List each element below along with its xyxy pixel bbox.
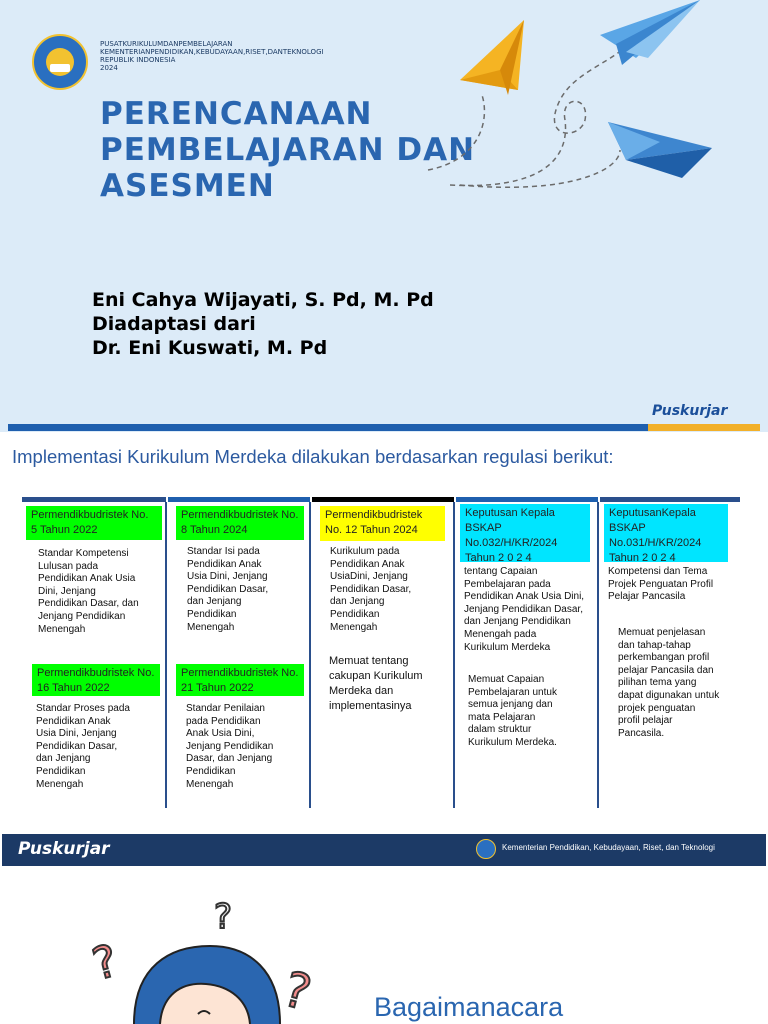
regulation-description: Standar Proses pada Pendidikan Anak Usia Dini, Jenjang Pendidikan Dasar, dan Jenjang Pendidikan Menengah <box>36 703 130 790</box>
bottom-bar-orange <box>648 424 760 431</box>
regulation-label: Permendikbudristek No. 21 Tahun 2022 <box>176 664 304 696</box>
regulation-label: Permendikbudristek No. 5 Tahun 2022 <box>26 506 162 540</box>
regulation-summary: Memuat tentang cakupan Kurikulum Merdeka dan implementasinya <box>329 655 423 712</box>
column-top-line <box>22 497 166 502</box>
puskurjar-logo: Puskurjar <box>652 403 728 419</box>
regulation-description: tentang Capaian Pembelajaran pada Pendidikan Anak Usia Dini, Jenjang Pendidikan Dasar, dan Jenjang Pendidikan Menengah pada Kurikulum Merdeka <box>464 566 585 653</box>
title-line: ASESMEN <box>100 168 275 204</box>
slide-heading: Bagaimanacara <box>374 992 564 1022</box>
ministry-name: Kementerian Pendidikan, Kebudayaan, Riset, dan Teknologi <box>502 843 715 852</box>
title-slide <box>0 0 768 432</box>
paper-planes-illustration <box>420 0 768 200</box>
regulation-label: KeputusanKepala BSKAP No.031/H/KR/2024 Tahun 2 0 2 4 <box>604 504 728 562</box>
puskurjar-logo: Puskurjar <box>18 839 110 859</box>
org-line: REPUBLIK INDONESIA <box>100 56 176 64</box>
confused-person-illustration <box>80 896 350 1024</box>
head-icon <box>134 946 280 1024</box>
tut-wuri-handayani-logo <box>476 839 496 859</box>
slide-title <box>100 96 475 204</box>
column-divider <box>309 502 311 808</box>
org-line: KEMENTERIANPENDIDIKAN,KEBUDAYAAN,RISET,DANTEKNOLOGI <box>100 48 324 56</box>
regulation-summary: Memuat Capaian Pembelajaran untuk semua jenjang dan mata Pelajaran dalam struktur Kurikulum Merdeka. <box>468 674 557 748</box>
author-line: Diadaptasi dari <box>92 313 256 335</box>
question-mark-icon <box>278 961 317 1022</box>
slide-heading: Implementasi Kurikulum Merdeka dilakukan berdasarkan regulasi berikut: <box>12 446 614 467</box>
bottom-bar-blue <box>8 424 648 431</box>
organization-header <box>100 40 324 72</box>
org-line: 2024 <box>100 64 118 72</box>
regulation-label: Permendikbudristek No. 12 Tahun 2024 <box>320 506 445 541</box>
regulation-label: Permendikbudristek No. 8 Tahun 2024 <box>176 506 304 540</box>
regulation-description: Kurikulum pada Pendidikan Anak UsiaDini, Jenjang Pendidikan Dasar, dan Jenjang Pendidikan Menengah <box>330 546 412 633</box>
regulation-description: Standar Isi pada Pendidikan Anak Usia Dini, Jenjang Pendidikan Dasar, dan Jenjang Pendidikan Menengah <box>187 546 269 633</box>
svg-text:?: ? <box>277 961 317 1022</box>
regulation-label: Permendikbudristek No. 16 Tahun 2022 <box>32 664 160 696</box>
regulation-description: Kompetensi dan Tema Projek Penguatan Profil Pelajar Pancasila <box>608 566 714 603</box>
tut-wuri-handayani-logo <box>32 34 88 90</box>
author-line: Dr. Eni Kuswati, M. Pd <box>92 337 328 359</box>
title-line: PERENCANAAN <box>100 96 373 132</box>
regulation-label: Keputusan Kepala BSKAP No.032/H/KR/2024 Tahun 2 0 2 4 <box>460 504 590 562</box>
column-top-line <box>600 497 740 502</box>
svg-text:?: ? <box>214 897 233 937</box>
org-line: PUSATKURIKULUMDANPEMBELAJARAN <box>100 40 233 48</box>
title-line: PEMBELAJARAN DAN <box>100 132 476 168</box>
yellow-paper-plane-icon <box>460 20 524 95</box>
column-top-line <box>168 497 310 502</box>
column-top-line <box>312 497 454 502</box>
author-block <box>92 288 434 360</box>
column-divider <box>165 502 167 808</box>
column-top-line <box>456 497 598 502</box>
column-divider <box>453 502 455 808</box>
regulations-slide <box>0 436 768 866</box>
question-slide <box>0 866 768 1024</box>
regulation-summary: Memuat penjelasan dan tahap-tahap perkembangan profil pelajar Pancasila dan pilihan tema yang dapat digunakan untuk projek penguatan profil pelajar Pancasila. <box>618 627 720 739</box>
column-divider <box>597 502 599 808</box>
dark-blue-paper-plane-icon <box>608 122 712 178</box>
light-blue-paper-plane-icon <box>600 0 700 65</box>
svg-text:?: ? <box>87 935 124 991</box>
author-line: Eni Cahya Wijayati, S. Pd, M. Pd <box>92 289 434 311</box>
question-mark-icon <box>214 897 232 937</box>
regulation-description: Standar Penilaian pada Pendidikan Anak Usia Dini, Jenjang Pendidikan Dasar, dan Jenjang Pendidikan Menengah <box>186 703 274 790</box>
regulation-description: Standar Kompetensi Lulusan pada Pendidikan Anak Usia Dini, Jenjang Pendidikan Dasar, dan Jenjang Pendidikan Menengah <box>38 548 139 635</box>
question-mark-icon <box>87 935 123 990</box>
